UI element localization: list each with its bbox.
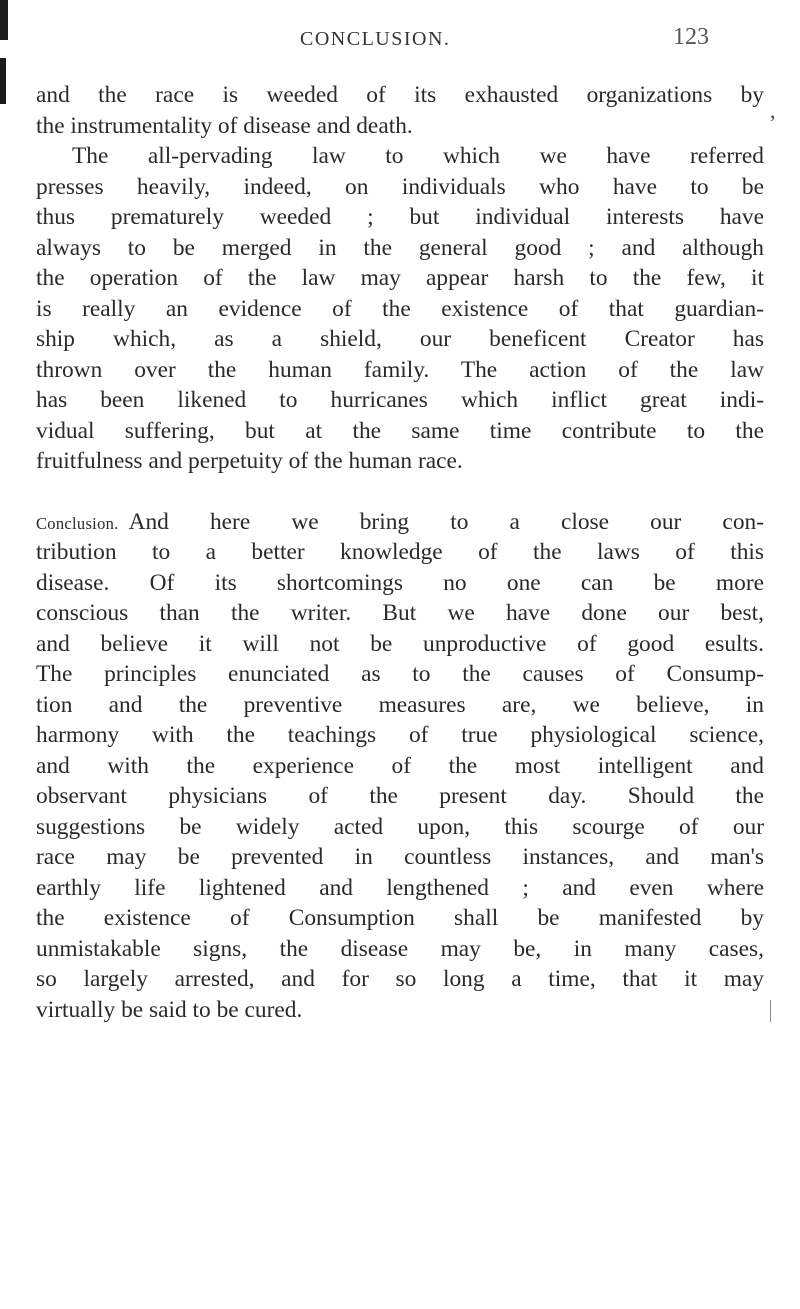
text-line: has been likened to hurricanes which inflict great indi- (36, 387, 764, 413)
text-line: disease. Of its shortcomings no one can be more (36, 569, 764, 596)
page-number: 123 (673, 24, 709, 50)
side-heading: Conclusion. (36, 513, 119, 533)
text-line: vidual suffering, but at the same time contribute to the (36, 417, 764, 444)
paragraph (36, 507, 764, 1026)
text-line: suggestions be widely acted upon, this scourge of our (36, 813, 764, 840)
text-line: and the race is weeded of its exhausted organizations by (36, 82, 764, 108)
text-line: thrown over the human family. The action of the law (36, 356, 764, 383)
text-line: tion and the preventive measures are, we believe, in (36, 691, 764, 718)
paragraph (36, 80, 764, 141)
text-line: race may be prevented in countless instances, and man's (36, 844, 764, 870)
text-line: thus prematurely weeded ; but individual interests have (36, 204, 764, 230)
margin-mark: , (770, 98, 776, 123)
text-line: The all-pervading law to which we have referred (72, 143, 764, 169)
paragraph (36, 141, 764, 477)
text-line: tribution to a better knowledge of the laws of this (36, 539, 764, 565)
text-line: observant physicians of the present day. Should the (36, 783, 764, 809)
text-line: And here we bring to a close our con- (128, 508, 764, 535)
text-line: and believe it will not be unproductive of good esults. (36, 630, 764, 657)
text-line: ship which, as a shield, our beneficent Creator has (36, 326, 764, 352)
text-line: virtually be said to be cured. (36, 996, 303, 1023)
text-line: unmistakable signs, the disease may be, in many cases, (36, 935, 764, 962)
text-line: the existence of Consumption shall be manifested by (36, 905, 764, 931)
text-line: The principles enunciated as to the causes of Consump- (36, 661, 764, 687)
text-line: the operation of the law may appear harsh to the few, it (36, 265, 764, 291)
running-head: CONCLUSION. (300, 28, 451, 50)
margin-rule (770, 1000, 771, 1022)
body-text (36, 80, 764, 1025)
text-line: is really an evidence of the existence of that guardian- (36, 295, 764, 322)
text-line-with-side-heading (36, 507, 764, 538)
text-line: harmony with the teachings of true physiological science, (36, 722, 764, 748)
text-line: the instrumentality of disease and death. (36, 112, 413, 139)
text-line: conscious than the writer. But we have done our best, (36, 600, 764, 626)
text-line: and with the experience of the most intelligent and (36, 752, 764, 779)
text-line: so largely arrested, and for so long a time, that it may (36, 966, 764, 992)
text-line: earthly life lightened and lengthened ; and even where (36, 874, 764, 901)
text-line: presses heavily, indeed, on individuals who have to be (36, 173, 764, 200)
text-line: always to be merged in the general good ; and although (36, 234, 764, 261)
paragraph-gap (36, 477, 764, 507)
text-line: fruitfulness and perpetuity of the human race. (36, 448, 463, 474)
